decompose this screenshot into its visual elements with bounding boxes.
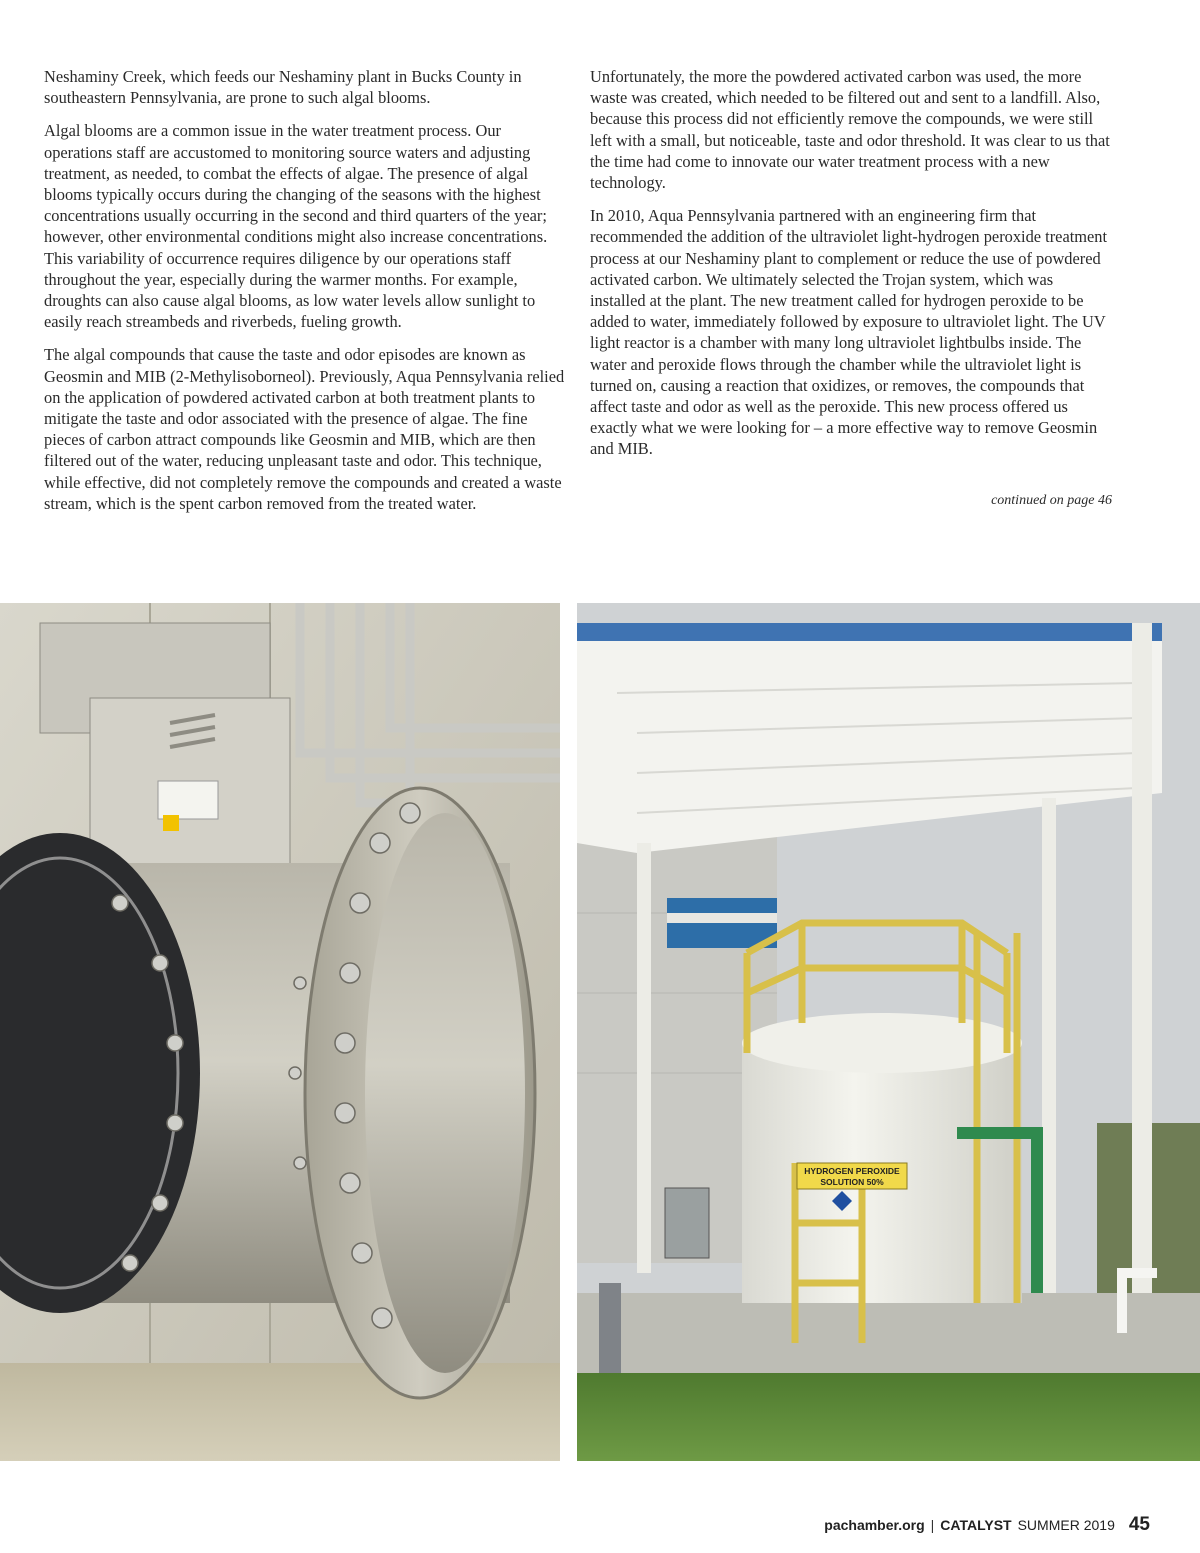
uv-reactor-illustration [0, 603, 560, 1461]
footer-site: pachamber.org [824, 1517, 925, 1533]
tank-label-line-2: SOLUTION 50% [820, 1177, 884, 1187]
page-footer [824, 1514, 1150, 1536]
page-number: 45 [1128, 1514, 1150, 1535]
tank-label-line-1: HYDROGEN PEROXIDE [804, 1166, 900, 1176]
peroxide-tank-photo [577, 603, 1200, 1461]
footer-issue: SUMMER 2019 [1017, 1517, 1115, 1533]
paragraph: Algal blooms are a common issue in the water treatment process. Our operations staff are accustomed to monitoring source waters and adjusting treatment, as needed, to combat the effects of algae. The presence of algal blooms typically occurs during the changing of the seasons with the highest concentrations usually occurring in the second and third quarters of the year; however, other environmental conditions might also increase concentrations. This variability of occurrence requires diligence by our operations staff throughout the year, especially during the warmer months. For example, droughts can also cause algal blooms, as low water levels allow sunlight to easily reach streambeds and riverbeds, fueling growth. [44, 121, 548, 332]
peroxide-tank-illustration [577, 603, 1200, 1461]
article-left-column [44, 66, 566, 526]
continued-note: continued on page 46 [991, 492, 1112, 508]
footer-separator: | [930, 1517, 935, 1533]
paragraph: In 2010, Aqua Pennsylvania partnered with an engineering firm that recommended the addition of the ultraviolet light-hydrogen peroxide treatment process at our Neshaminy plant to complement or reduce the use of powdered activated carbon. We ultimately selected the Trojan system, which was installed at the plant. The new treatment called for hydrogen peroxide to be added to water, immediately followed by exposure to ultraviolet light. The UV light reactor is a chamber with many long ultraviolet lightbulbs inside. The water and peroxide flows through the chamber while the ultraviolet light is turned on, causing a reaction that oxidizes, or removes, the compounds that affect taste and odor as well as the peroxide. This new process offered us exactly what we were looking for – a more effective way to remove Geosmin and MIB. [590, 206, 1108, 459]
footer-magazine: CATALYST [940, 1517, 1012, 1533]
paragraph: Unfortunately, the more the powdered activated carbon was used, the more waste was created, which needed to be filtered out and sent to a landfill. Also, because this process did not efficiently remove the compounds, we were still left with a small, but noticeable, taste and odor threshold. It was clear to us that the time had come to innovate our water treatment process with a new technology. [590, 67, 1110, 193]
article-right-column [590, 66, 1112, 511]
paragraph: Neshaminy Creek, which feeds our Neshaminy plant in Bucks County in southeastern Pennsylvania, are prone to such algal blooms. [44, 67, 522, 108]
paragraph: The algal compounds that cause the taste and odor episodes are known as Geosmin and MIB (2-Methylisoborneol). Previously, Aqua Pennsylvania relied on the application of powdered activated carbon at both treatment plants to mitigate the taste and odor associated with the presence of algae. The fine pieces of carbon attract compounds like Geosmin and MIB, which are then filtered out of the water, reducing unpleasant taste and odor. This technique, while effective, did not completely remove the compounds and created a waste stream, which is the spent carbon removed from the treated water. [44, 345, 565, 513]
uv-reactor-photo [0, 603, 560, 1461]
